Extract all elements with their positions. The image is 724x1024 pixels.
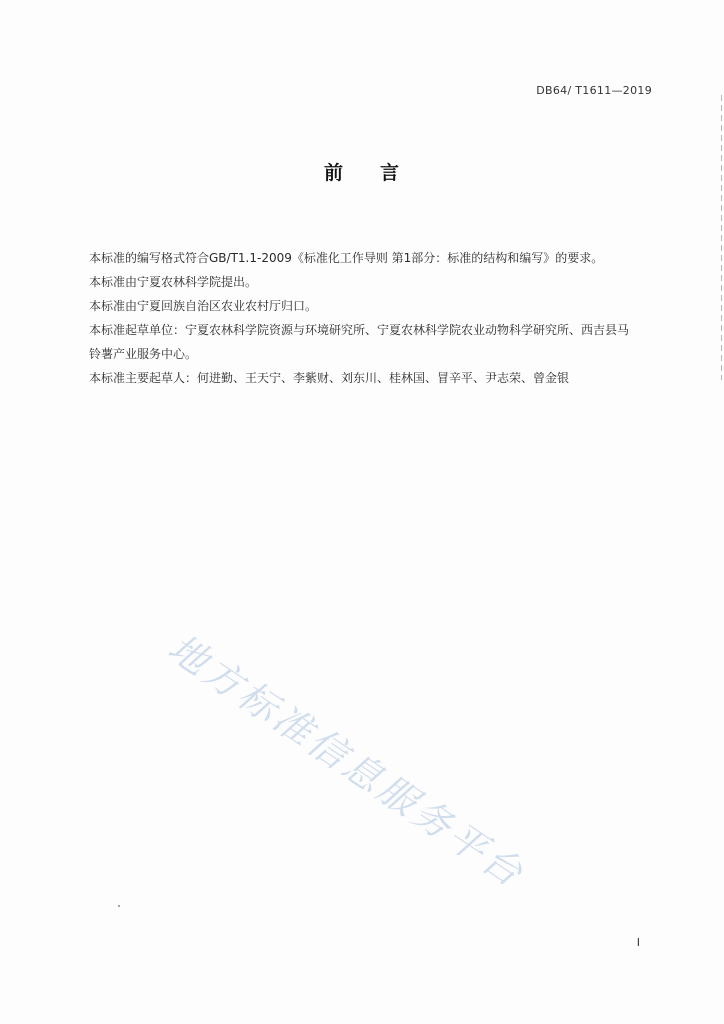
title-char-2: 言 <box>380 162 401 184</box>
paragraph-drafting-units: 本标准起草单位：宁夏农林科学院资源与环境研究所、宁夏农林科学院农业动物科学研究所、西吉县马 <box>89 323 630 337</box>
paragraph-proposer: 本标准由宁夏农林科学院提出。 <box>89 275 258 289</box>
scan-edge-mark <box>721 95 722 380</box>
paragraph-drafters: 本标准主要起草人：何进勤、王天宁、李紫财、刘东川、桂林国、冒辛平、尹志荣、曾金银 <box>89 371 570 385</box>
paragraph-administrator: 本标准由宁夏回族自治区农业农村厅归口。 <box>89 299 318 313</box>
scan-speck <box>118 905 120 907</box>
title-char-1: 前 <box>323 162 344 184</box>
page-title <box>0 158 724 185</box>
document-code: DB64/ T1611—2019 <box>536 84 652 97</box>
paragraph-format: 本标准的编写格式符合GB/T1.1-2009《标准化工作导则 第1部分：标准的结构和编写》的要求。 <box>89 251 604 265</box>
paragraph-drafting-units-cont: 铃薯产业服务中心。 <box>89 347 198 361</box>
watermark-text: 地方标准信息服务平台 <box>160 625 534 897</box>
foreword-body <box>89 246 659 390</box>
page-number: I <box>636 936 640 949</box>
